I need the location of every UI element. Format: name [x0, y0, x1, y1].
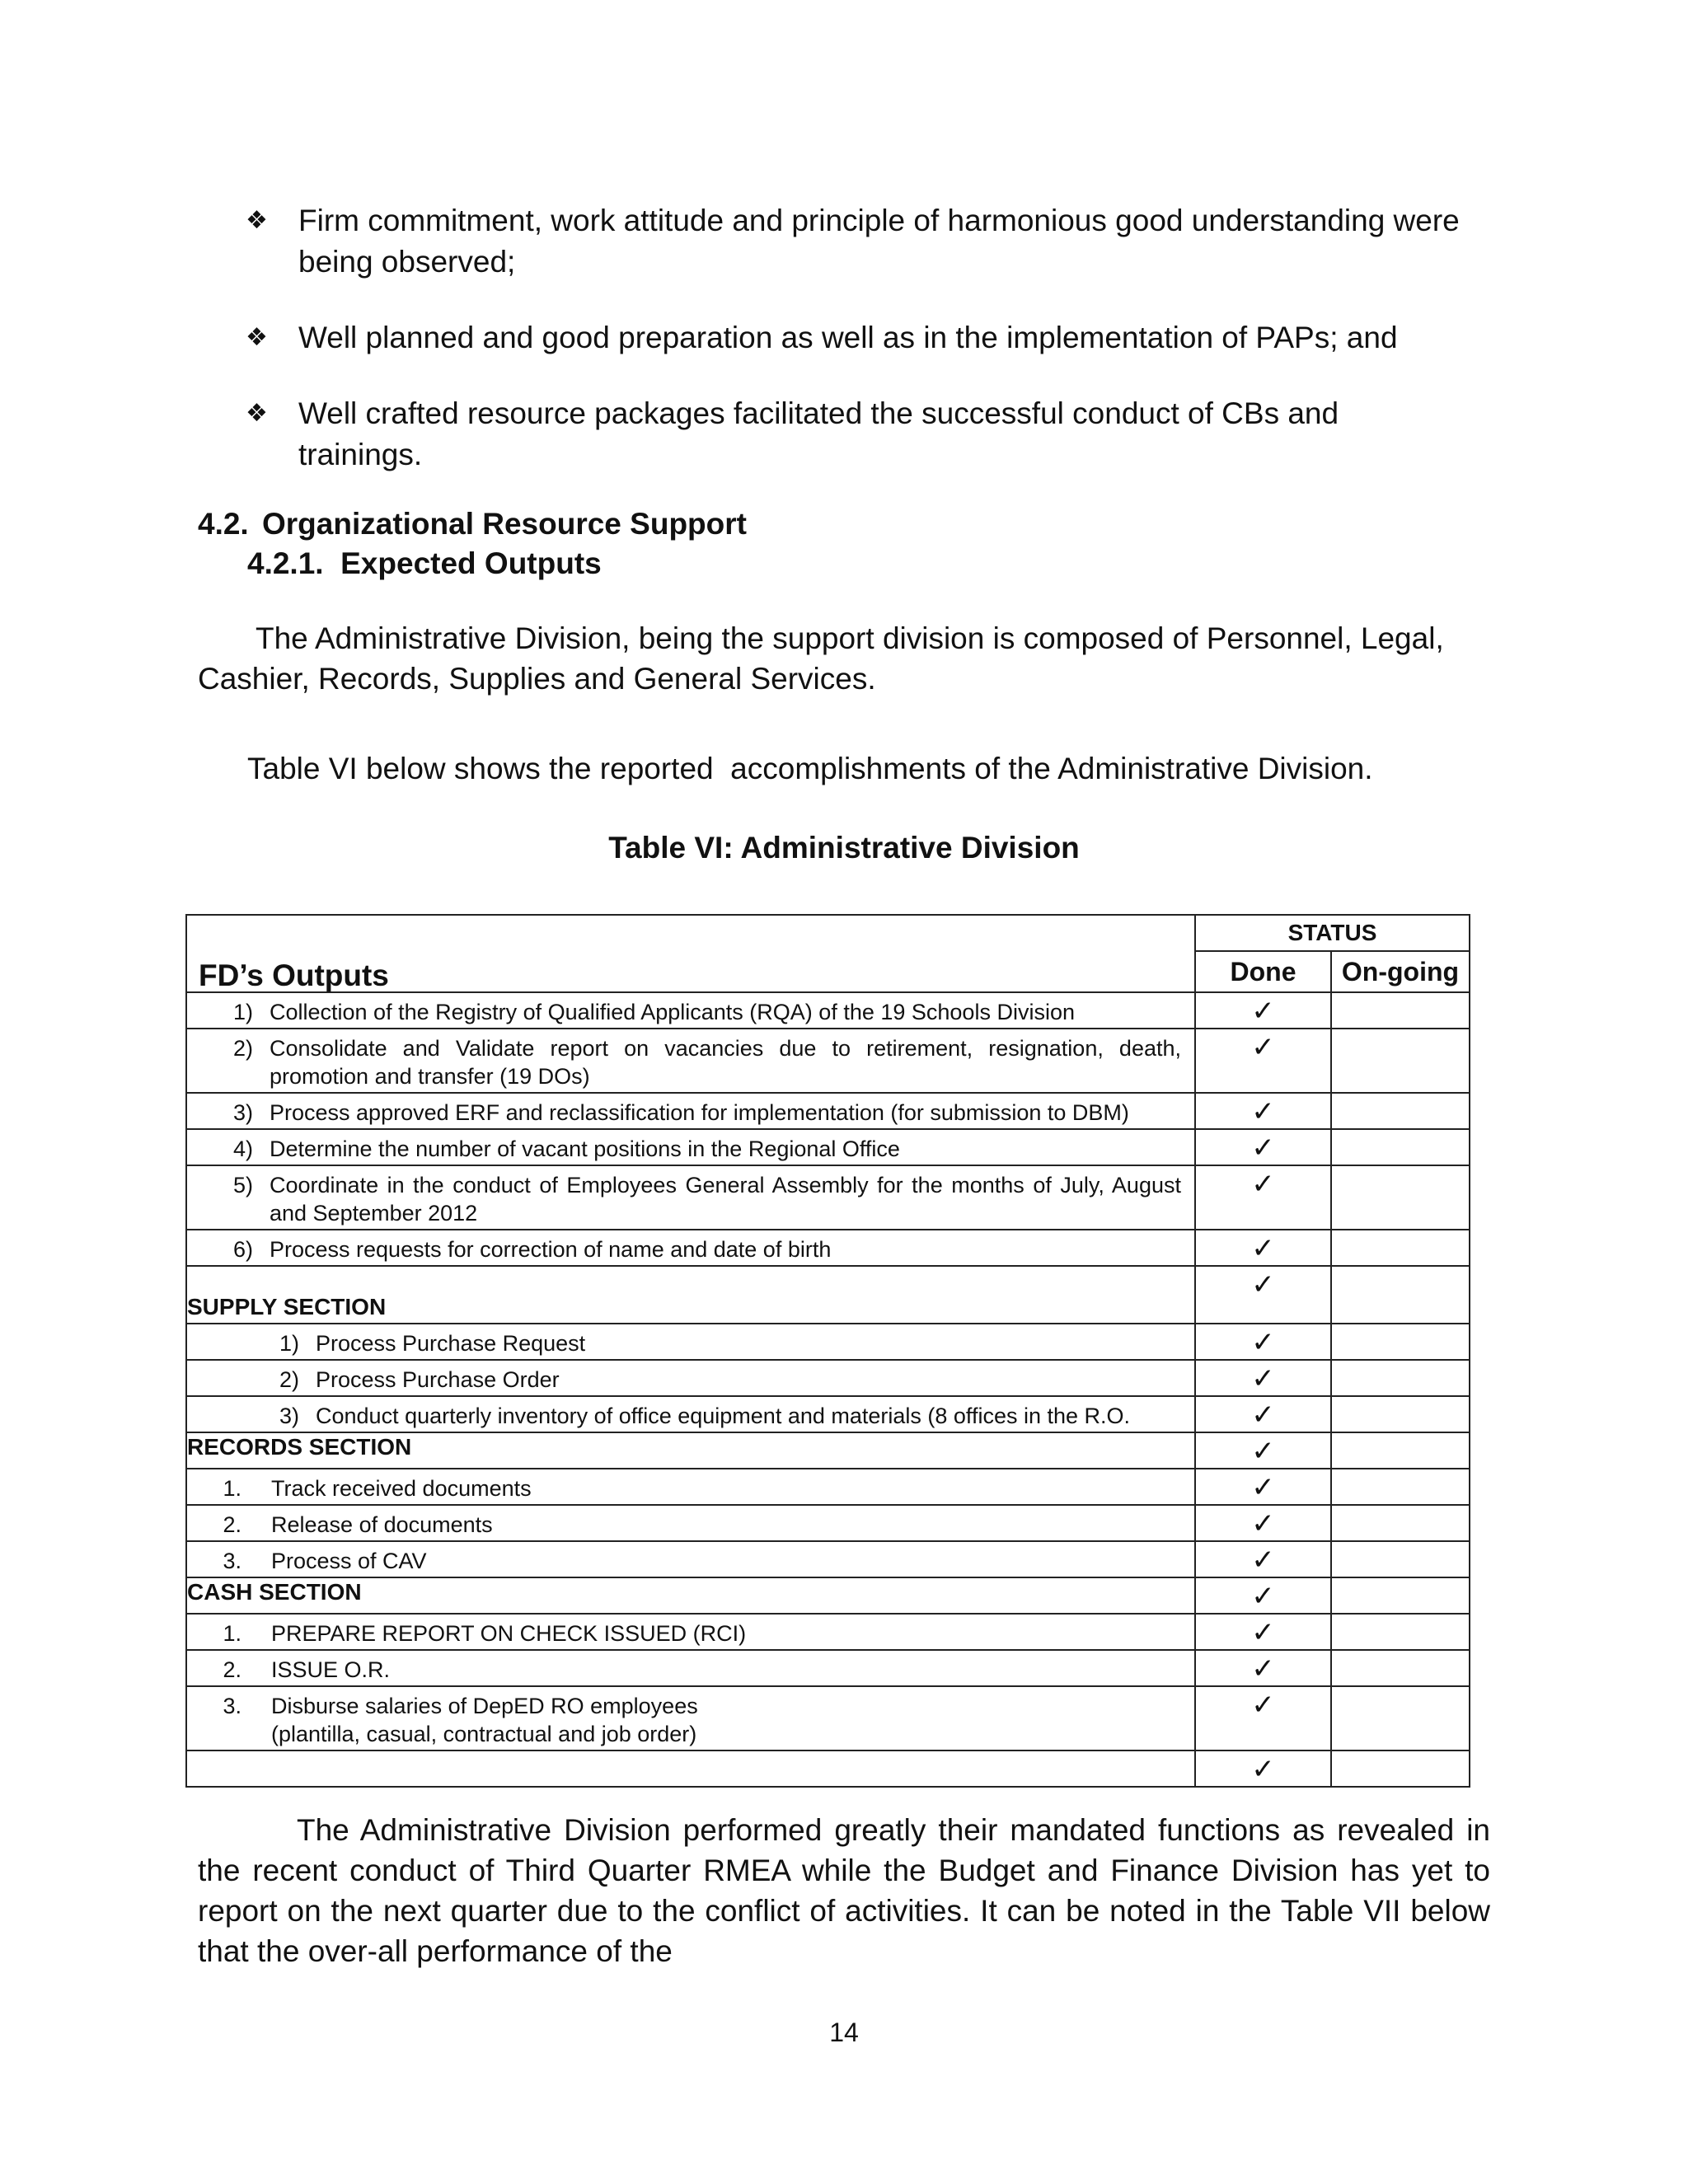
item-text: Process approved ERF and reclassification for implementation (for submission to DBM) [270, 1100, 1129, 1125]
check-icon: ✓ [1251, 1472, 1275, 1503]
item-number: 3) [279, 1404, 299, 1428]
ongoing-cell [1331, 1686, 1470, 1750]
check-icon: ✓ [1251, 1363, 1275, 1394]
ongoing-cell [1331, 1230, 1470, 1266]
bullet-text: Firm commitment, work attitude and principle of harmonious good understanding were being observed; [298, 204, 1460, 279]
item-number: 4) [232, 1137, 253, 1161]
table-row [186, 1165, 1470, 1230]
table-row [186, 992, 1470, 1029]
check-icon: ✓ [1251, 1754, 1275, 1785]
table-row [186, 1360, 1470, 1396]
section-title: Organizational Resource Support [262, 507, 747, 541]
item-number: 2) [279, 1367, 299, 1392]
item-text: Release of documents [271, 1512, 493, 1537]
closing-paragraph [198, 1810, 1490, 1971]
item-text [271, 1692, 1181, 1748]
diamond-bullet-icon: ❖ [246, 400, 268, 427]
item-number: 2) [232, 1036, 253, 1061]
administrative-division-table [185, 914, 1470, 1788]
item-number: 3. [223, 1694, 241, 1718]
table-row [186, 1577, 1470, 1614]
cash-section-label: CASH SECTION [186, 1577, 1195, 1614]
check-icon: ✓ [1251, 1096, 1275, 1127]
table-row [186, 1469, 1470, 1505]
intro-paragraph [198, 618, 1484, 699]
ongoing-cell [1331, 1266, 1470, 1324]
ongoing-cell [1331, 1614, 1470, 1650]
table-row [186, 1650, 1470, 1686]
item-text: Consolidate and Validate report on vacancies due to retirement, resignation, death, promotion and transfer (19 DOs) [270, 1036, 1181, 1089]
item-text: Coordinate in the conduct of Employees General Assembly for the months of July, August and September 2012 [270, 1173, 1181, 1226]
table-reference-paragraph: Table VI below shows the reported accomplishments of the Administrative Division. [247, 752, 1373, 785]
item-number: 1) [279, 1331, 299, 1356]
item-text: ISSUE O.R. [271, 1657, 391, 1682]
table-row [186, 1614, 1470, 1650]
item-text: Track received documents [271, 1476, 532, 1501]
check-icon: ✓ [1251, 1233, 1275, 1264]
table-row [186, 1432, 1470, 1469]
done-header: Done [1195, 951, 1331, 992]
item-text: Process of CAV [271, 1549, 427, 1573]
table-row [186, 1686, 1470, 1750]
table-row [186, 1093, 1470, 1129]
table-row [186, 1266, 1470, 1324]
check-icon: ✓ [1251, 1653, 1275, 1685]
check-icon: ✓ [1251, 996, 1275, 1027]
table-row [186, 1750, 1470, 1787]
ongoing-cell [1331, 1650, 1470, 1686]
check-icon: ✓ [1251, 1508, 1275, 1540]
item-text: Process Purchase Order [316, 1367, 560, 1392]
check-icon: ✓ [1251, 1399, 1275, 1431]
section-number: 4.2. [198, 507, 249, 541]
ongoing-cell [1331, 992, 1470, 1029]
ongoing-cell [1331, 1029, 1470, 1093]
subsection-heading: 4.2.1. Expected Outputs [247, 546, 602, 580]
outputs-header: FD’s Outputs [186, 915, 1195, 992]
table-row [186, 1029, 1470, 1093]
closing-text: The Administrative Division performed greatly their mandated functions as revealed in the recent conduct of Third Quarter RMEA while the Budget and Finance Division has yet to report on the next quarter due to the conflict of activities. It can be noted in the Table VII below that the over-all performance of the [198, 1813, 1490, 1968]
status-header [1195, 915, 1470, 951]
ongoing-cell [1331, 1750, 1470, 1787]
status-header-label: STATUS [1287, 920, 1377, 945]
check-icon: ✓ [1251, 1327, 1275, 1358]
item-text: PREPARE REPORT ON CHECK ISSUED (RCI) [271, 1621, 747, 1646]
check-icon: ✓ [1251, 1269, 1275, 1301]
table-row [186, 1324, 1470, 1360]
ongoing-cell [1331, 1541, 1470, 1577]
table-row [186, 1230, 1470, 1266]
item-number: 2. [223, 1657, 241, 1682]
ongoing-cell [1331, 1469, 1470, 1505]
item-number: 2. [223, 1512, 241, 1537]
check-icon: ✓ [1251, 1581, 1275, 1612]
ongoing-cell [1331, 1432, 1470, 1469]
item-number: 3) [232, 1100, 253, 1125]
item-number: 6) [232, 1237, 253, 1262]
item-text: Conduct quarterly inventory of office equipment and materials (8 offices in the R.O. [316, 1404, 1131, 1428]
item-text: Collection of the Registry of Qualified Applicants (RQA) of the 19 Schools Division [270, 1000, 1075, 1024]
table-row [186, 1505, 1470, 1541]
ongoing-cell [1331, 1360, 1470, 1396]
ongoing-cell [1331, 1577, 1470, 1614]
check-icon: ✓ [1251, 1436, 1275, 1467]
ongoing-cell [1331, 1324, 1470, 1360]
item-text: Process requests for correction of name and date of birth [270, 1237, 832, 1262]
table-title: Table VI: Administrative Division [608, 831, 1080, 865]
item-number: 1. [223, 1476, 241, 1501]
check-icon: ✓ [1251, 1544, 1275, 1576]
section-heading [198, 504, 747, 544]
item-text-line: (plantilla, casual, contractual and job order) [271, 1722, 697, 1746]
check-icon: ✓ [1251, 1617, 1275, 1648]
item-text-line: Disburse salaries of DepED RO employees [271, 1694, 698, 1718]
item-number: 5) [232, 1173, 253, 1197]
bullet-text: Well crafted resource packages facilitated the successful conduct of CBs and trainings. [298, 396, 1339, 471]
page-number: 14 [829, 2018, 859, 2047]
table-row [186, 1129, 1470, 1165]
supply-section-label: SUPPLY SECTION [186, 1266, 1195, 1324]
ongoing-cell [1331, 1396, 1470, 1432]
bullet-text: Well planned and good preparation as well as in the implementation of PAPs; and [298, 321, 1398, 354]
records-section-label: RECORDS SECTION [186, 1432, 1195, 1469]
diamond-bullet-icon: ❖ [246, 324, 268, 351]
check-icon: ✓ [1251, 1690, 1275, 1721]
item-number: 1) [232, 1000, 253, 1024]
ongoing-cell [1331, 1129, 1470, 1165]
empty-output-cell [186, 1750, 1195, 1787]
intro-text: The Administrative Division, being the support division is composed of Personnel, Legal, Cashier, Records, Supplies and General Services. [198, 621, 1444, 696]
ongoing-header: On-going [1331, 951, 1470, 992]
ongoing-cell [1331, 1165, 1470, 1230]
item-number: 1. [223, 1621, 241, 1646]
table-row [186, 1396, 1470, 1432]
diamond-bullet-icon: ❖ [246, 207, 268, 234]
ongoing-cell [1331, 1093, 1470, 1129]
item-number: 3. [223, 1549, 241, 1573]
check-icon: ✓ [1251, 1132, 1275, 1164]
check-icon: ✓ [1251, 1169, 1275, 1200]
item-text: Determine the number of vacant positions in the Regional Office [270, 1137, 900, 1161]
item-text: Process Purchase Request [316, 1331, 586, 1356]
check-icon: ✓ [1251, 1032, 1275, 1063]
ongoing-cell [1331, 1505, 1470, 1541]
table-row [186, 1541, 1470, 1577]
